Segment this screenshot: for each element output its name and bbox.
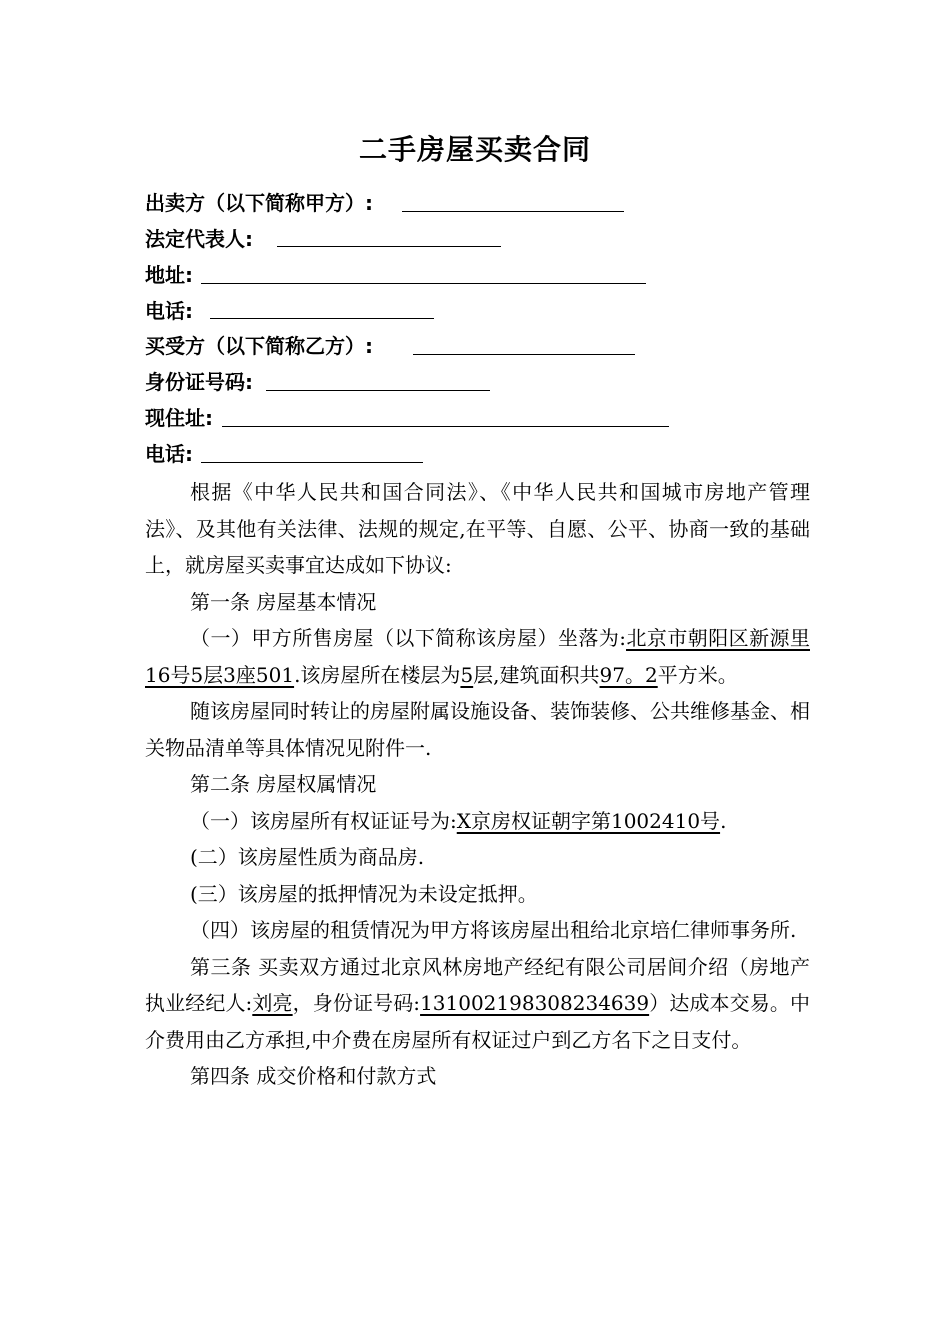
agent-name: 刘亮 <box>252 991 293 1015</box>
article-2-clause-3: (三）该房屋的抵押情况为未设定抵押。 <box>190 881 538 906</box>
seller-address-label: 地址: <box>145 263 193 287</box>
preamble-paragraph: 根据《中华人民共和国合同法》、《中华人民共和国城市房地产管理法》、及其他有关法律、法规的规定,在平等、自愿、公平、协商一致的基础上，就房屋买卖事宜达成如下协议: <box>145 480 810 577</box>
buyer-label: 买受方（以下简称乙方）: <box>145 334 373 358</box>
seller-address-blank[interactable] <box>201 283 646 284</box>
buyer-id-blank[interactable] <box>266 390 490 391</box>
art1-clause1-mid: .该房屋所在楼层为 <box>294 662 461 687</box>
buyer-phone-label: 电话: <box>145 442 193 466</box>
art2-clause1-prefix: （一）该房屋所有权证证号为: <box>190 808 457 833</box>
property-address: 北京市朝阳区新源里16号5层3座501 <box>145 626 810 687</box>
seller-phone-blank[interactable] <box>210 318 434 319</box>
ownership-cert-number: X京房权证朝字第1002410号 <box>456 808 721 833</box>
floor-area: 97。2 <box>599 662 658 687</box>
article-1-title: 第一条 房屋基本情况 <box>190 589 377 614</box>
buyer-address-label: 现住址: <box>145 406 213 430</box>
article-1-clause-1 <box>145 620 810 693</box>
contract-body <box>145 474 810 1095</box>
article-2-clause-1 <box>145 803 810 840</box>
art3-mid: ，身份证号码: <box>292 991 421 1015</box>
art1-clause1-end: 平方米。 <box>657 662 738 687</box>
art3-prefix: 第三条 买卖双方通过北京风林房地产经纪有限公司居间介绍（房地产执业经纪人: <box>145 954 810 1015</box>
art3-end: ）达成本交易。中介费用由乙方承担,中介费在房屋所有权证过户到乙方名下之日支付。 <box>145 991 811 1052</box>
article-2-title: 第二条 房屋权属情况 <box>190 772 377 796</box>
art1-clause1-mid2: 层,建筑面积共 <box>473 662 600 687</box>
floor-number: 5 <box>460 662 474 687</box>
article-2-clause-4: （四）该房屋的租赁情况为甲方将该房屋出租给北京培仁律师事务所. <box>190 918 797 942</box>
seller-blank[interactable] <box>402 211 624 212</box>
seller-label: 出卖方（以下简称甲方）: <box>145 191 373 215</box>
article-4-title: 第四条 成交价格和付款方式 <box>190 1064 437 1088</box>
article-2-clause-2: (二）该房屋性质为商品房. <box>190 845 425 869</box>
buyer-phone-blank[interactable] <box>201 462 423 463</box>
article-1-clause-2: 随该房屋同时转让的房屋附属设施设备、装饰装修、公共维修基金、相关物品清单等具体情况见附件一. <box>145 699 810 760</box>
art1-clause1-prefix: （一）甲方所售房屋（以下简称该房屋）坐落为: <box>190 626 627 650</box>
art2-clause1-end: . <box>720 808 727 833</box>
buyer-id-label: 身份证号码: <box>145 370 253 394</box>
legal-rep-blank[interactable] <box>277 246 501 247</box>
legal-rep-label: 法定代表人: <box>145 227 253 251</box>
document-title: 二手房屋买卖合同 <box>358 133 591 166</box>
buyer-blank[interactable] <box>413 354 635 355</box>
article-3-paragraph <box>145 949 810 1059</box>
buyer-address-blank[interactable] <box>222 426 669 427</box>
agent-id-number: 131002198308234639 <box>420 991 650 1015</box>
seller-phone-label: 电话: <box>145 299 193 323</box>
